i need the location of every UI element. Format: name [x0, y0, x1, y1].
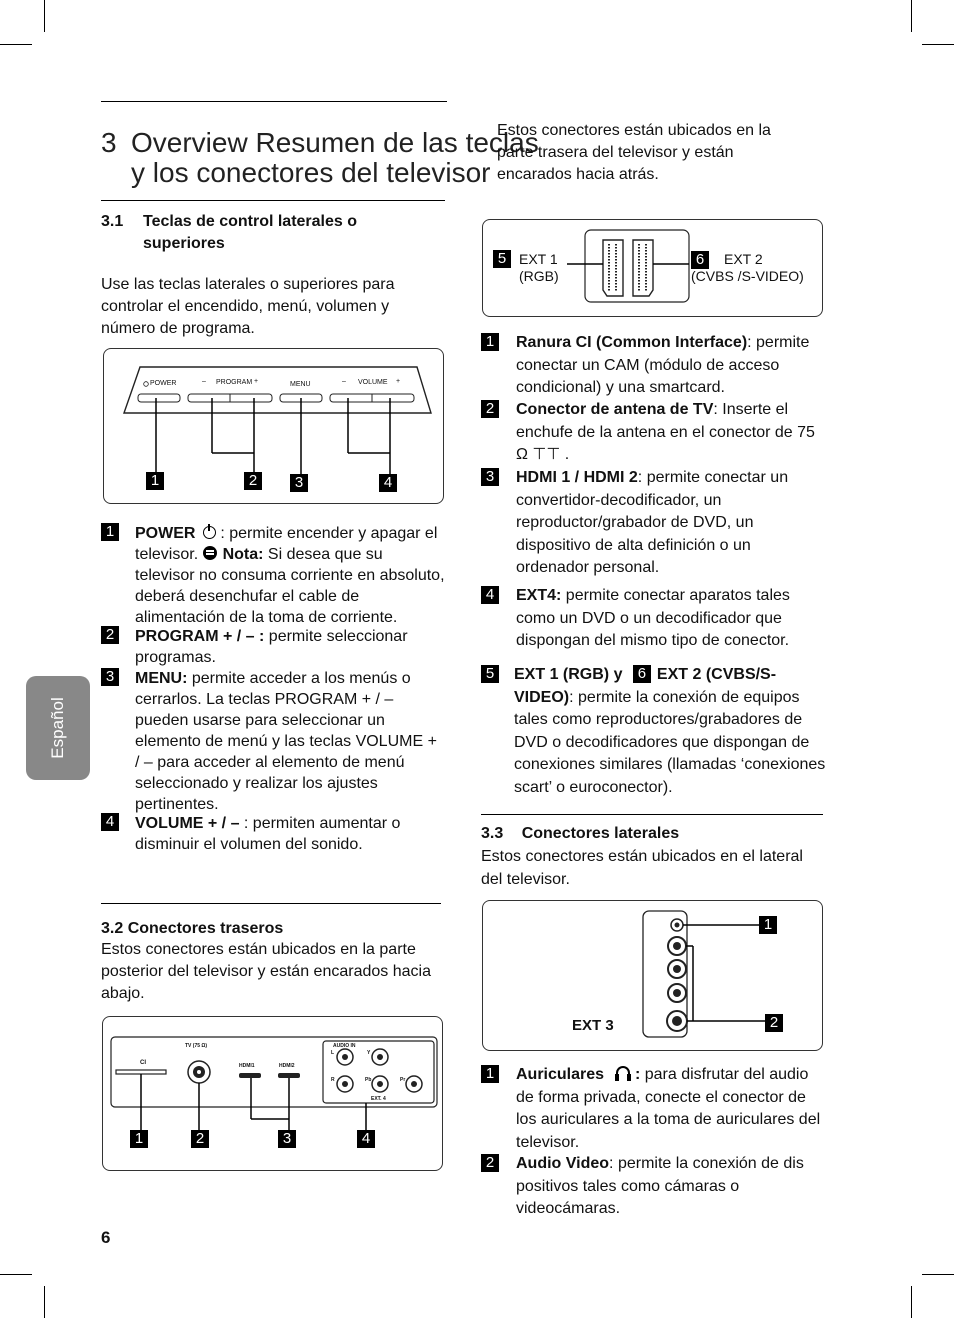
item-bold-5: EXT 1 (RGB) y — [514, 666, 623, 683]
item-num: 2 — [481, 400, 499, 418]
item-num: 1 — [481, 333, 499, 351]
sec33-item-2 — [481, 1153, 826, 1221]
sec31-heading-num: 3.1 — [101, 213, 124, 230]
rear-connectors-diagram — [102, 1016, 443, 1171]
scart-num-6: 6 — [691, 251, 709, 269]
right-item-1 — [481, 332, 826, 400]
item-text: para disfrutar del audio de forma privada, conecte el conector de los auriculares a la toma de auriculares del televisor. — [516, 1066, 821, 1151]
item-num-6: 6 — [633, 665, 651, 683]
callout-4: 4 — [357, 1130, 375, 1148]
item-num: 1 — [101, 523, 119, 541]
sec31-item-1 — [101, 523, 445, 628]
sec33-heading — [481, 823, 679, 845]
item-bold: POWER — [135, 525, 196, 542]
item-text: permite seleccionar programas. — [135, 628, 408, 666]
callout-4: 4 — [379, 474, 397, 492]
note-icon — [203, 546, 217, 560]
callout-1: 1 — [146, 472, 164, 490]
control-keys-diagram — [103, 348, 444, 504]
scart-ext2-line2: (CVBS /S-VIDEO) — [691, 268, 804, 284]
item-bold: Ranura CI (Common Interface) — [516, 334, 748, 351]
headphones-icon — [615, 1065, 631, 1081]
ext3-label: EXT 3 — [572, 1017, 614, 1034]
scart-diagram — [482, 219, 823, 317]
sec31-item-3 — [101, 668, 445, 815]
side-tab-label: Español — [48, 697, 67, 759]
side-tab — [26, 676, 90, 780]
label-power: POWER — [150, 380, 177, 387]
item-bold: Conector de antena de TV — [516, 401, 714, 418]
label-r: R — [331, 1077, 335, 1083]
right-item-4 — [481, 585, 826, 653]
sec33-item-1 — [481, 1064, 826, 1154]
callout-1: 1 — [759, 916, 777, 934]
item-text: permite conectar aparatos tales como un DVD o un decodificador que dispongan del mismo tipo de conector. — [516, 587, 790, 649]
item-bold: Audio Video — [516, 1155, 610, 1172]
scart-ext1-line2: (RGB) — [519, 268, 559, 284]
item-bold: Auriculares — [516, 1066, 605, 1083]
label-volume-plus: + — [396, 378, 401, 385]
item-bold-2: : — [630, 1066, 641, 1083]
right-intro: Estos conectores están ubicados en la parte trasera del televisor y están encarados hacia atrás. — [497, 122, 771, 183]
label-volume-minus: – — [342, 378, 346, 385]
scart-num-5: 5 — [493, 250, 511, 268]
item-bold: HDMI 1 / HDMI 2 — [516, 469, 638, 486]
label-pb: Pb — [365, 1077, 372, 1083]
item-num: 3 — [101, 668, 119, 686]
label-pr: Pr — [400, 1077, 406, 1083]
chapter-number: 3 — [101, 127, 117, 158]
right-item-2 — [481, 399, 826, 467]
label-ext4: EXT. 4 — [371, 1096, 386, 1102]
item-num: 3 — [481, 468, 499, 486]
item-text: : Inserte el enchufe de la antena en el conector de 75 Ω ⊤⊤ . — [516, 401, 815, 463]
item-num-5: 5 — [481, 665, 499, 683]
chapter-title-line1: Overview Resumen de las teclas — [131, 127, 539, 158]
callout-2: 2 — [191, 1130, 209, 1148]
label-hdmi1: HDMI1 — [239, 1063, 255, 1069]
sec31-heading-line1: Teclas de control laterales o — [143, 213, 358, 230]
item-num: 2 — [481, 1154, 499, 1172]
item-bold: EXT4: — [516, 587, 562, 604]
rear-connectors-svg — [103, 1017, 444, 1172]
label-volume: VOLUME — [358, 379, 388, 386]
sec31-intro: Use las teclas laterales o superiores para controlar el encendido, menú, volumen y número de programa. — [101, 276, 395, 337]
label-program-plus: + — [254, 378, 259, 385]
item-text: : permite la conexión de equipos tales como reproductores/grabadores de DVD o decodificadores que dispongan de conexiones similares (llamadas ‘conexiones scart’ o euroconector). — [514, 688, 826, 796]
power-icon — [203, 526, 216, 539]
label-y: Y — [367, 1050, 371, 1056]
scart-ext2-line1: EXT 2 — [724, 251, 763, 267]
item-text: : permiten aumentar o disminuir el volumen del sonido. — [135, 815, 401, 853]
callout-1: 1 — [130, 1130, 148, 1148]
item-num: 2 — [101, 626, 119, 644]
sec31-item-2 — [101, 626, 445, 668]
item-text: permite acceder a los menús o cerrarlos. La teclas PROGRAM + / – pueden usarse para seleccionar un elemento de menú y las teclas VOLUME + / – para acceder al elemento de menú seleccionado y realizar los ajustes pertinentes. — [135, 670, 437, 813]
label-l: L — [331, 1050, 335, 1056]
sec32-heading: 3.2 Conectores traseros — [101, 920, 284, 937]
note-text: Si desea que su televisor no consuma corriente en absoluto, deberá desenchufar el cable de alimentación de la toma de corriente. — [135, 546, 445, 626]
label-audio-in: AUDIO IN — [333, 1043, 356, 1049]
label-tv: TV (75 Ω) — [185, 1043, 208, 1049]
item-text: : permite conectar un convertidor-decodificador, un reproductor/grabador de DVD, un dispositivo de alta definición o un ordenador personal. — [516, 469, 789, 576]
item-text: : permite encender y apagar el televisor. — [135, 525, 438, 563]
right-item-56 — [481, 664, 828, 799]
item-num: 4 — [481, 586, 499, 604]
sec33-heading-text: Conectores laterales — [521, 825, 680, 842]
sec33-heading-num: 3.3 — [481, 825, 504, 842]
sec33-intro: Estos conectores están ubicados en el lateral del televisor. — [481, 848, 803, 888]
callout-3: 3 — [278, 1130, 296, 1148]
item-num: 4 — [101, 813, 119, 831]
sec32-intro: Estos conectores están ubicados en la parte posterior del televisor y están encarados hacia abajo. — [101, 941, 431, 1002]
page-number: 6 — [101, 1228, 111, 1247]
item-text: : permite la conexión de dis positivos tales como cámaras o videocámaras. — [516, 1155, 804, 1217]
note-bold: Nota: — [222, 546, 264, 563]
label-program: PROGRAM — [216, 379, 253, 386]
item-bold: PROGRAM + / – : — [135, 628, 265, 645]
item-bold: VOLUME + / – — [135, 815, 240, 832]
chapter-title-line2: y los conectores del televisor — [131, 157, 491, 188]
item-text: : permite conectar un CAM (módulo de acceso condicional) y una smartcard. — [516, 334, 810, 396]
item-bold: MENU: — [135, 670, 188, 687]
label-menu: MENU — [290, 381, 311, 388]
label-program-minus: – — [202, 378, 206, 385]
side-connectors-diagram — [482, 900, 823, 1051]
label-ci: CI — [140, 1060, 146, 1066]
right-item-3 — [481, 467, 826, 580]
item-num: 1 — [481, 1065, 499, 1083]
item-bold-6: EXT 2 (CVBS/S-VIDEO) — [514, 666, 777, 706]
callout-2: 2 — [765, 1014, 783, 1032]
label-hdmi2: HDMI2 — [279, 1063, 295, 1069]
callout-2: 2 — [244, 472, 262, 490]
sec31-heading-line2: superiores — [143, 235, 225, 252]
scart-ext1-line1: EXT 1 — [519, 251, 558, 267]
sec31-item-4 — [101, 813, 445, 855]
callout-3: 3 — [290, 474, 308, 492]
